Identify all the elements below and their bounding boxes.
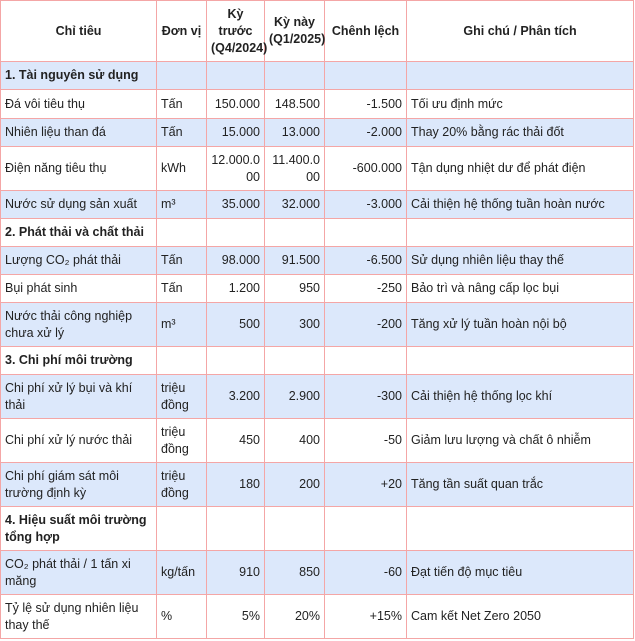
previous-cell: 450	[207, 419, 265, 463]
section-title: 1. Tài nguyên sử dụng	[1, 62, 157, 90]
unit-cell: Tấn	[157, 275, 207, 303]
indicator-cell: CO₂ phát thải / 1 tấn xi măng	[1, 551, 157, 595]
unit-cell: kg/tấn	[157, 551, 207, 595]
unit-cell: %	[157, 595, 207, 639]
difference-cell: -250	[325, 275, 407, 303]
previous-cell: 180	[207, 463, 265, 507]
current-cell: 300	[265, 303, 325, 347]
section-row	[1, 219, 634, 247]
table-row	[1, 90, 634, 119]
header-indicator: Chỉ tiêu	[1, 1, 157, 62]
difference-cell: +20	[325, 463, 407, 507]
note-cell: Sử dụng nhiên liệu thay thế	[407, 247, 634, 275]
difference-cell: -1.500	[325, 90, 407, 119]
header-note: Ghi chú / Phân tích	[407, 1, 634, 62]
note-cell: Tối ưu định mức	[407, 90, 634, 119]
current-cell: 850	[265, 551, 325, 595]
header-unit: Đơn vị	[157, 1, 207, 62]
table-row	[1, 275, 634, 303]
current-cell: 200	[265, 463, 325, 507]
unit-cell: triệu đồng	[157, 419, 207, 463]
section-title: 2. Phát thải và chất thải	[1, 219, 157, 247]
previous-cell: 150.000	[207, 90, 265, 119]
previous-cell: 3.200	[207, 375, 265, 419]
indicator-cell: Chi phí giám sát môi trường định kỳ	[1, 463, 157, 507]
current-cell: 2.900	[265, 375, 325, 419]
difference-cell: -600.000	[325, 147, 407, 191]
difference-cell: -2.000	[325, 119, 407, 147]
note-cell: Tận dụng nhiệt dư để phát điện	[407, 147, 634, 191]
note-cell: Tăng tần suất quan trắc	[407, 463, 634, 507]
unit-cell: m³	[157, 303, 207, 347]
current-cell: 13.000	[265, 119, 325, 147]
indicator-cell: Đá vôi tiêu thụ	[1, 90, 157, 119]
unit-cell: kWh	[157, 147, 207, 191]
unit-cell: triệu đồng	[157, 375, 207, 419]
indicator-cell: Nước sử dụng sản xuất	[1, 191, 157, 219]
note-cell: Cải thiện hệ thống tuần hoàn nước	[407, 191, 634, 219]
section-row	[1, 347, 634, 375]
previous-cell: 35.000	[207, 191, 265, 219]
table-row	[1, 303, 634, 347]
difference-cell: -6.500	[325, 247, 407, 275]
indicator-cell: Bụi phát sinh	[1, 275, 157, 303]
unit-cell: m³	[157, 191, 207, 219]
header-current-period: Kỳ này (Q1/2025)	[265, 1, 325, 62]
table-row	[1, 147, 634, 191]
difference-cell: +15%	[325, 595, 407, 639]
current-cell: 400	[265, 419, 325, 463]
note-cell: Tăng xử lý tuần hoàn nội bộ	[407, 303, 634, 347]
note-cell: Cải thiện hệ thống lọc khí	[407, 375, 634, 419]
section-title: 3. Chi phí môi trường	[1, 347, 157, 375]
current-cell: 91.500	[265, 247, 325, 275]
indicator-cell: Nước thải công nghiệp chưa xử lý	[1, 303, 157, 347]
difference-cell: -300	[325, 375, 407, 419]
indicator-cell: Chi phí xử lý nước thải	[1, 419, 157, 463]
section-row	[1, 62, 634, 90]
table-row	[1, 551, 634, 595]
unit-cell: triệu đồng	[157, 463, 207, 507]
table-row	[1, 191, 634, 219]
previous-cell: 12.000.000	[207, 147, 265, 191]
previous-cell: 98.000	[207, 247, 265, 275]
current-cell: 950	[265, 275, 325, 303]
difference-cell: -200	[325, 303, 407, 347]
current-cell: 20%	[265, 595, 325, 639]
section-title: 4. Hiệu suất môi trường tổng hợp	[1, 507, 157, 551]
unit-cell: Tấn	[157, 247, 207, 275]
note-cell: Đạt tiến độ mục tiêu	[407, 551, 634, 595]
previous-cell: 1.200	[207, 275, 265, 303]
section-row	[1, 507, 634, 551]
current-cell: 32.000	[265, 191, 325, 219]
note-cell: Giảm lưu lượng và chất ô nhiễm	[407, 419, 634, 463]
unit-cell: Tấn	[157, 119, 207, 147]
note-cell: Bảo trì và nâng cấp lọc bụi	[407, 275, 634, 303]
previous-cell: 500	[207, 303, 265, 347]
table-header-row	[1, 1, 634, 62]
previous-cell: 910	[207, 551, 265, 595]
table-row	[1, 119, 634, 147]
indicator-cell: Nhiên liệu than đá	[1, 119, 157, 147]
previous-cell: 15.000	[207, 119, 265, 147]
indicator-cell: Điện năng tiêu thụ	[1, 147, 157, 191]
unit-cell: Tấn	[157, 90, 207, 119]
note-cell: Cam kết Net Zero 2050	[407, 595, 634, 639]
current-cell: 148.500	[265, 90, 325, 119]
previous-cell: 5%	[207, 595, 265, 639]
table-row	[1, 375, 634, 419]
indicator-cell: Lượng CO₂ phát thải	[1, 247, 157, 275]
difference-cell: -60	[325, 551, 407, 595]
table-row	[1, 463, 634, 507]
indicator-cell: Tỷ lệ sử dụng nhiên liệu thay thế	[1, 595, 157, 639]
current-cell: 11.400.000	[265, 147, 325, 191]
note-cell: Thay 20% bằng rác thải đốt	[407, 119, 634, 147]
table-row	[1, 419, 634, 463]
table-row	[1, 247, 634, 275]
header-previous-period: Kỳ trước (Q4/2024)	[207, 1, 265, 62]
difference-cell: -50	[325, 419, 407, 463]
header-difference: Chênh lệch	[325, 1, 407, 62]
difference-cell: -3.000	[325, 191, 407, 219]
indicator-cell: Chi phí xử lý bụi và khí thải	[1, 375, 157, 419]
table-row	[1, 595, 634, 639]
